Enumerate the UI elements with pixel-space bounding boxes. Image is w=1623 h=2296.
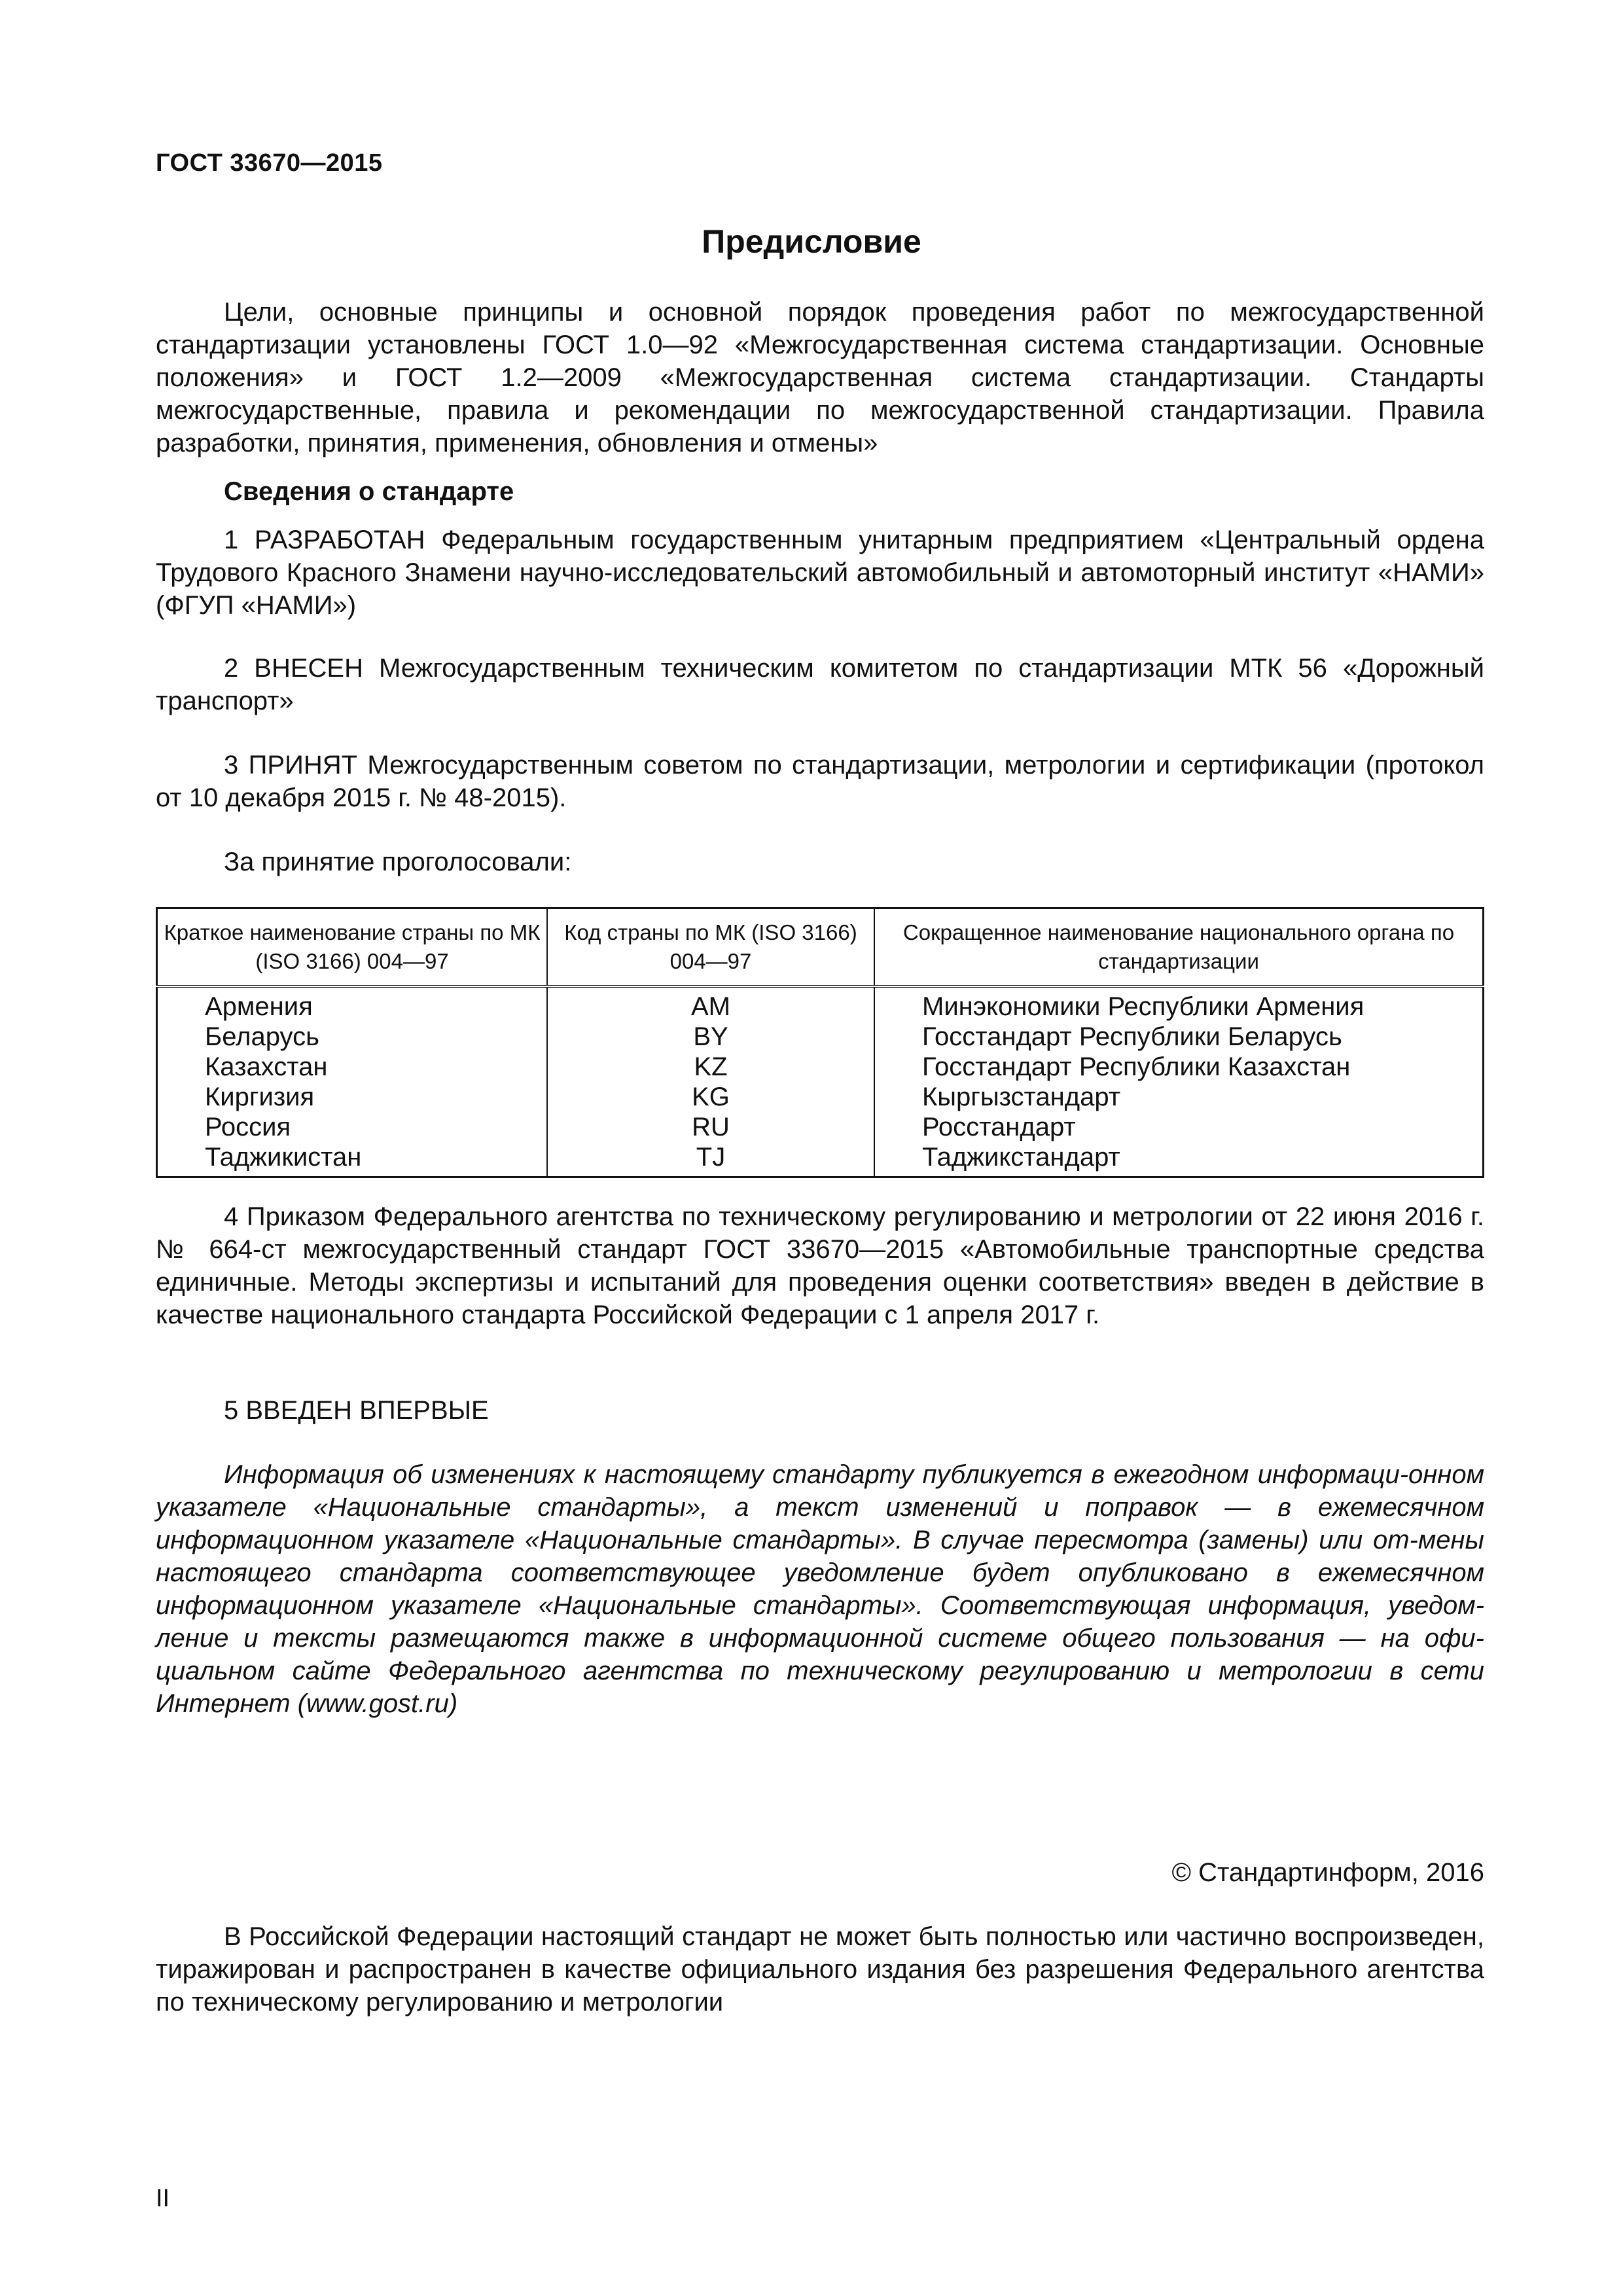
table-row (157, 1022, 1484, 1052)
copyright-line: © Стандартинформ, 2016 (1171, 1858, 1484, 1887)
standards-body: Госстандарт Республики Беларусь (874, 1022, 1484, 1052)
item-5-introduced: 5 ВВЕДЕН ВПЕРВЫЕ (224, 1396, 489, 1425)
table-header-code: Код страны по МК (ISO 3166) 004—97 (547, 908, 874, 987)
standards-body: Минэкономики Республики Армения (874, 986, 1484, 1022)
voting-countries-table (156, 907, 1484, 1178)
intro-paragraph: Цели, основные принципы и основной порядок проведения работ по межгосударственной стандартизации установлены ГОСТ 1.0—92 «Межгосударственная система стандартизации. Основные положения» и ГОСТ 1.2—2009 «Межгосударственная система стандартизации. Стандарты межгосударственные, правила и рекомендации по межгосударственной стандартизации. Правила разработки, принятия, применения, обновления и отмены» (156, 298, 1484, 457)
page-number: II (156, 2185, 170, 2212)
country-code: KZ (547, 1052, 874, 1082)
country-name: Казахстан (157, 1052, 548, 1082)
item-1-developed: 1 РАЗРАБОТАН Федеральным государственным унитарным предприятием «Центральный ордена Трудового Красного Знамени научно-исследовательский автомобильный и автомоторный институт «НАМИ» (ФГУП «НАМИ») (156, 526, 1484, 620)
page-title: Предисловие (702, 223, 921, 260)
table-header-body: Сокращенное наименование национального органа по стандартизации (874, 908, 1484, 987)
standards-body: Госстандарт Республики Казахстан (874, 1052, 1484, 1082)
country-code: RU (547, 1112, 874, 1142)
table-header-country: Краткое наименование страны по МК (ISO 3166) 004—97 (157, 908, 548, 987)
table-header-row (157, 908, 1484, 987)
item-3-adopted: 3 ПРИНЯТ Межгосударственным советом по стандартизации, метрологии и сертификации (протокол от 10 декабря 2015 г. № 48-2015). (156, 751, 1484, 812)
item-2-submitted: 2 ВНЕСЕН Межгосударственным техническим комитетом по стандартизации МТК 56 «Дорожный транспорт» (156, 654, 1484, 715)
country-name: Россия (157, 1112, 548, 1142)
reproduction-notice: В Российской Федерации настоящий стандарт не может быть полностью или частично воспроизведен, тиражирован и распространен в качестве официального издания без разрешения Федерального агентства по техническому регулированию и метрологии (156, 1922, 1484, 2017)
country-code: TJ (547, 1142, 874, 1177)
standard-code: ГОСТ 33670—2015 (156, 149, 383, 177)
country-code: BY (547, 1022, 874, 1052)
standards-body: Таджикстандарт (874, 1142, 1484, 1177)
country-name: Таджикистан (157, 1142, 548, 1177)
country-code: KG (547, 1082, 874, 1112)
table-row (157, 986, 1484, 1022)
vote-intro: За принятие проголосовали: (224, 848, 572, 876)
section-heading: Сведения о стандарте (224, 477, 514, 506)
standards-body: Кыргызстандарт (874, 1082, 1484, 1112)
item-4-enacted: 4 Приказом Федерального агентства по техническому регулированию и метрологии от 22 июня 2016 г. № 664-ст межгосударственный стандарт ГОСТ 33670—2015 «Автомобильные транспортные средства единичные. Методы экспертизы и испытаний для проведения оценки соответствия» введен в действие в качестве национального стандарта Российской Федерации с 1 апреля 2017 г. (156, 1202, 1484, 1329)
table-row (157, 1142, 1484, 1177)
table-row (157, 1052, 1484, 1082)
standards-body: Росстандарт (874, 1112, 1484, 1142)
country-name: Армения (157, 986, 548, 1022)
table-row (157, 1082, 1484, 1112)
country-name: Киргизия (157, 1082, 548, 1112)
amendments-info-note: Информация об изменениях к настоящему стандарту публикуется в ежегодном информаци-онном указателе «Национальные стандарты», а текст изменений и поправок — в ежемесячном информационном указателе «Национальные стандарты». В случае пересмотра (замены) или от-мены настоящего стандарта соответствующее уведомление будет опубликовано в ежемесячном информационном указателе «Национальные стандарты». Соответствующая информация, уведом-ление и тексты размещаются также в информационной системе общего пользования — на офи-циальном сайте Федерального агентства по техническому регулированию и метрологии в сети Интернет (www.gost.ru) (156, 1460, 1484, 1718)
country-code: AM (547, 986, 874, 1022)
country-name: Беларусь (157, 1022, 548, 1052)
table-row (157, 1112, 1484, 1142)
